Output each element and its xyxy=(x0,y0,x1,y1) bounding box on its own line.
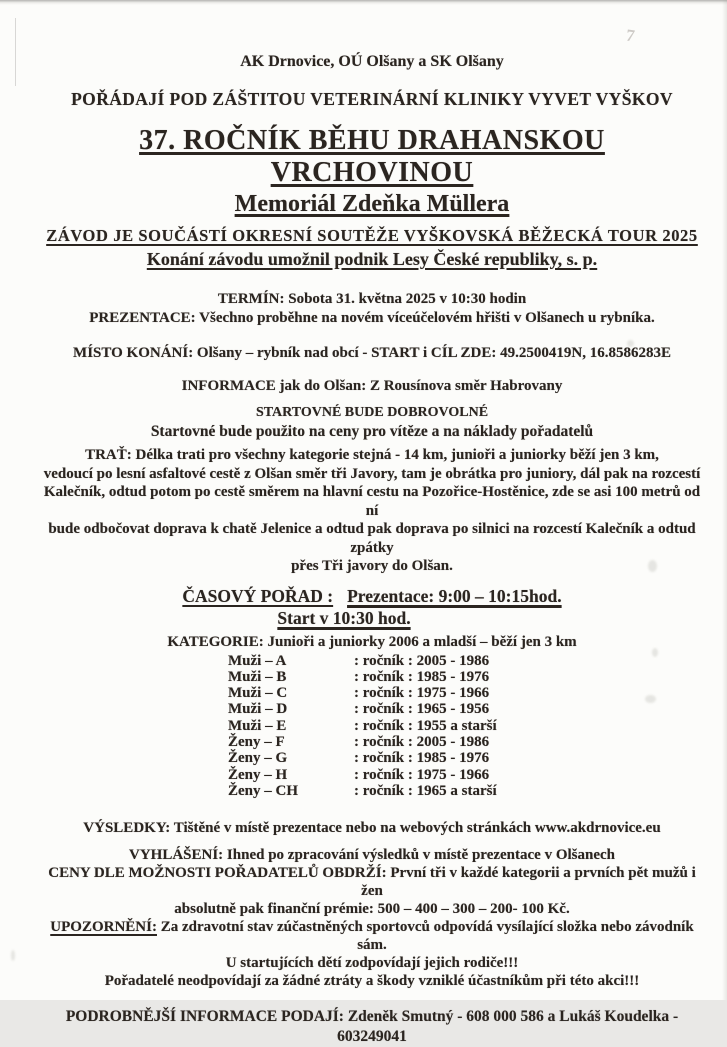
category-label: Ženy – F xyxy=(228,733,285,750)
trat-line: TRAŤ: Délka trati pro všechny kategorie stejná - 14 km, junioři a juniorky běží jen 3 km, xyxy=(85,447,659,463)
category-row xyxy=(228,701,708,717)
category-label: Muži – D xyxy=(228,701,288,718)
sponsor-line: Konání závodu umožnil podnik Lesy České republiky, s. p. xyxy=(146,249,598,269)
startovne-heading: STARTOVNÉ BUDE DOBROVOLNÉ xyxy=(255,405,489,420)
event-title: 37. ROČNÍK BĚHU DRAHANSKOU VRCHOVINOU xyxy=(139,125,605,188)
event-subtitle: Memoriál Zdeňka Müllera xyxy=(234,191,510,217)
category-label: Muži – E xyxy=(228,717,287,734)
category-row xyxy=(228,685,708,701)
category-row xyxy=(228,783,708,799)
organizers-line: AK Drnovice, OÚ Olšany a SK Olšany xyxy=(240,53,504,70)
prezentace-line: PREZENTACE: Všechno proběhne na novém víceúčelovém hřišti v Olšanech u rybníka. xyxy=(89,310,655,326)
informace-line: INFORMACE jak do Olšan: Z Rousínova směr Habrovany xyxy=(181,378,563,394)
pencil-mark: 7 xyxy=(624,25,636,46)
category-row xyxy=(228,718,708,734)
flyer-content xyxy=(36,0,708,1047)
category-value: : ročník : 1965 a starší xyxy=(354,782,497,799)
schedule-label: ČASOVÝ POŘAD : xyxy=(182,585,334,606)
upozorneni-label: UPOZORNĚNÍ: xyxy=(50,919,157,936)
category-label: Ženy – H xyxy=(228,766,288,783)
vyhlaseni-line: VYHLÁŠENÍ: Ihned po zpracování výsledků v místě prezentace v Olšanech xyxy=(129,847,615,864)
patronage-line: POŘÁDAJÍ POD ZÁŠTITOU VETERINÁRNÍ KLINIKY VYVET VYŠKOV xyxy=(71,89,673,109)
tour-line: ZÁVOD JE SOUČÁSTÍ OKRESNÍ SOUTĚŽE VYŠKOVSKÁ BĚŽECKÁ TOUR 2025 xyxy=(46,226,698,245)
category-label: Ženy – G xyxy=(228,750,288,767)
category-value: : ročník : 1955 a starší xyxy=(354,717,497,734)
schedule-start-time: Start v 10:30 hod. xyxy=(277,607,411,628)
categories-table xyxy=(228,653,708,800)
misto-konani-line: MÍSTO KONÁNÍ: Olšany – rybník nad obcí - START i CÍL ZDE: 49.2500419N, 16.8586283E xyxy=(73,345,671,361)
deti-line: U startujících dětí zodpovídají jejich rodiče!!! xyxy=(225,955,519,972)
category-row xyxy=(228,653,708,669)
ceny-line-2: absolutně pak finanční prémie: 500 – 400 – 300 – 200- 100 Kč. xyxy=(174,901,570,918)
kontakt-line: PODROBNĚJŠÍ INFORMACE PODAJÍ: Zdeněk Smutný - 608 000 586 a Lukáš Koudelka - 603249041 xyxy=(65,1008,679,1046)
category-value: : ročník : 1965 - 1956 xyxy=(354,701,490,718)
poradatele-line: Pořadatelé neodpovídají za žádné ztráty a škody vzniklé účastníkům při této akci!!! xyxy=(104,973,640,990)
ceny-line-1: CENY DLE MOŽNOSTI POŘADATELŮ OBDRŽÍ: První tři v každé kategorii a prvních pět mužů i žen xyxy=(48,865,696,900)
scan-left-line-artifact xyxy=(15,18,16,86)
category-row xyxy=(228,734,708,750)
category-label: Muži – A xyxy=(228,652,287,669)
category-value: : ročník : 2005 - 1986 xyxy=(354,652,490,669)
category-value: : ročník : 1985 - 1976 xyxy=(354,750,490,767)
upozorneni-line xyxy=(36,918,708,954)
schedule-start-line xyxy=(36,607,708,629)
vysledky-line: VÝSLEDKY: Tištěné v místě prezentace nebo na webových stránkách www.akdrnovice.eu xyxy=(83,820,661,837)
categories-heading: KATEGORIE: Junioři a juniorky 2006 a mladší – běží jen 3 km xyxy=(167,633,577,650)
category-value: : ročník : 1975 - 1966 xyxy=(354,685,490,702)
trat-line: vedoucí po lesní asfaltové cestě z Olšan směr tři Javory, tam je obrátka pro juniory, dál pak na rozcestí xyxy=(43,465,701,482)
category-label: Muži – B xyxy=(228,668,287,685)
category-row xyxy=(228,767,708,783)
schedule-prezentace-time: Prezentace: 9:00 – 10:15hod. xyxy=(347,585,562,606)
category-value: : ročník : 1985 - 1976 xyxy=(354,668,490,685)
category-value: : ročník : 1975 - 1966 xyxy=(354,766,490,783)
category-label: Ženy – CH xyxy=(228,782,299,799)
category-row xyxy=(228,750,708,766)
upozorneni-text: Za zdravotní stav zúčastněných sportovců odpovídá vysílající složka nebo závodník sám. xyxy=(156,919,694,954)
schedule-line xyxy=(36,585,708,607)
category-label: Muži – C xyxy=(228,685,288,702)
startovne-note: Startovné bude použito na ceny pro vítěze a na náklady pořadatelů xyxy=(150,423,594,440)
scan-right-edge-artifact xyxy=(722,0,727,1000)
termin-line: TERMÍN: Sobota 31. května 2025 v 10:30 hodin xyxy=(217,291,527,307)
trat-line: Kalečník, odtud potom po cestě směrem na hlavní cestu na Pozořice-Hostěnice, zde se asi 100 metrů od ní xyxy=(43,484,701,519)
trat-line: bude odbočovat doprava k chatě Jelenice a odtud pak doprava po silnici na rozcestí Kalečník a odtud zpátky xyxy=(48,521,696,556)
trat-line: přes Tři javory do Olšan. xyxy=(291,558,453,574)
trat-paragraph xyxy=(36,446,708,576)
category-row xyxy=(228,669,708,685)
category-value: : ročník : 2005 - 1986 xyxy=(354,733,490,750)
scan-smudge xyxy=(11,950,15,961)
